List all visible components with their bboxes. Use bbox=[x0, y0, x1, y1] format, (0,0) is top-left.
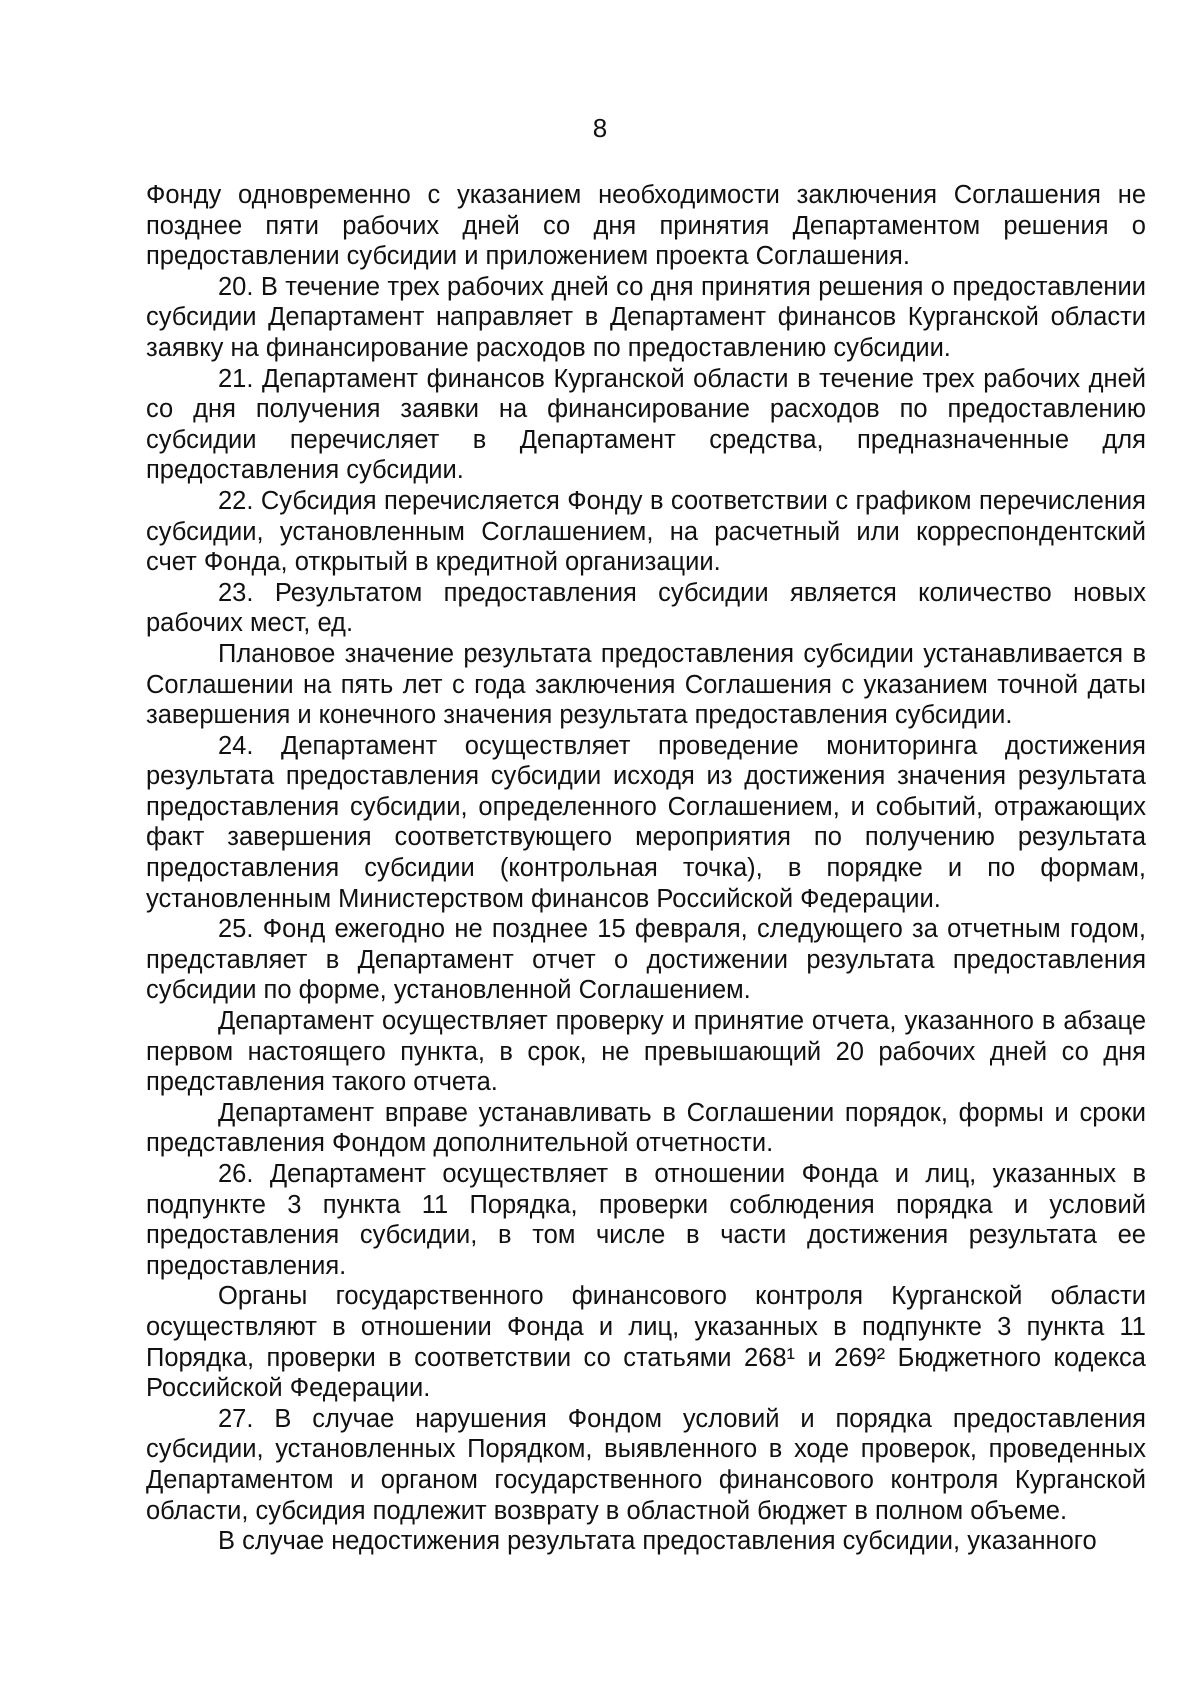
paragraph-22: 22. Субсидия перечисляется Фонду в соответствии с графиком перечисления субсидии, установленным Соглашением, на расчетный или корреспондентский счет Фонда, открытый в кредитной организации. bbox=[146, 486, 1146, 577]
page-number: 8 bbox=[592, 113, 608, 143]
paragraph-26: 26. Департамент осуществляет в отношении Фонда и лиц, указанных в подпункте 3 пункта 11 Порядка, проверки соблюдения порядка и условий предоставления субсидии, в том числе в части достижения результата ее предоставления. bbox=[146, 1160, 1146, 1280]
paragraph-23-planned-value: Плановое значение результата предоставления субсидии устанавливается в Соглашении на пять лет с года заключения Соглашения с указанием точной даты завершения и конечного значения результата предоставления субсидии. bbox=[146, 639, 1146, 730]
document-body bbox=[146, 180, 1146, 1557]
paragraph-26-control-bodies: Органы государственного финансового контроля Курганской области осуществляют в отношении Фонда и лиц, указанных в подпункте 3 пункта 11 Порядка, проверки в соответствии со статьями 268¹ и 269² Бюджетного кодекса Российской Федерации. bbox=[146, 1282, 1146, 1403]
paragraph-23: 23. Результатом предоставления субсидии является количество новых рабочих мест, ед. bbox=[146, 578, 1146, 638]
paragraph-25: 25. Фонд ежегодно не позднее 15 февраля, следующего за отчетным годом, представляет в Департамент отчет о достижении результата предоставления субсидии по форме, установленной Соглашением. bbox=[146, 915, 1146, 1005]
paragraph-25-report-check: Департамент осуществляет проверку и принятие отчета, указанного в абзаце первом настоящего пункта, в срок, не превышающий 20 рабочих дней со дня представления такого отчета. bbox=[146, 1007, 1146, 1097]
paragraph-25-additional-reporting: Департамент вправе устанавливать в Соглашении порядок, формы и сроки представления Фондом дополнительной отчетности. bbox=[146, 1098, 1146, 1158]
paragraph-20: 20. В течение трех рабочих дней со дня принятия решения о предоставлении субсидии Департамент направляет в Департамент финансов Курганской области заявку на финансирование расходов по предоставлению субсидии. bbox=[146, 272, 1146, 362]
paragraph-21: 21. Департамент финансов Курганской области в течение трех рабочих дней со дня получения заявки на финансирование расходов по предоставлению субсидии перечисляет в Департамент средства, предназначенные для предоставления субсидии. bbox=[146, 364, 1146, 485]
paragraph-27-non-achievement: В случае недостижения результата предоставления субсидии, указанного bbox=[218, 1527, 1097, 1556]
paragraph-27: 27. В случае нарушения Фондом условий и порядка предоставления субсидии, установленных Порядком, выявленного в ходе проверок, проведенных Департаментом и органом государственного финансового контроля Курганской области, субсидия подлежит возврату в областной бюджет в полном объеме. bbox=[146, 1404, 1146, 1525]
paragraph-24: 24. Департамент осуществляет проведение мониторинга достижения результата предоставления субсидии исходя из достижения значения результата предоставления субсидии, определенного Соглашением, и событий, отражающих факт завершения соответствующего мероприятия по получению результата предоставления субсидии (контрольная точка), в порядке и по формам, установленным Министерством финансов Российской Федерации. bbox=[146, 731, 1146, 913]
paragraph: Фонду одновременно с указанием необходимости заключения Соглашения не позднее пяти рабочих дней со дня принятия Департаментом решения о предоставлении субсидии и приложением проекта Соглашения. bbox=[146, 181, 1146, 271]
